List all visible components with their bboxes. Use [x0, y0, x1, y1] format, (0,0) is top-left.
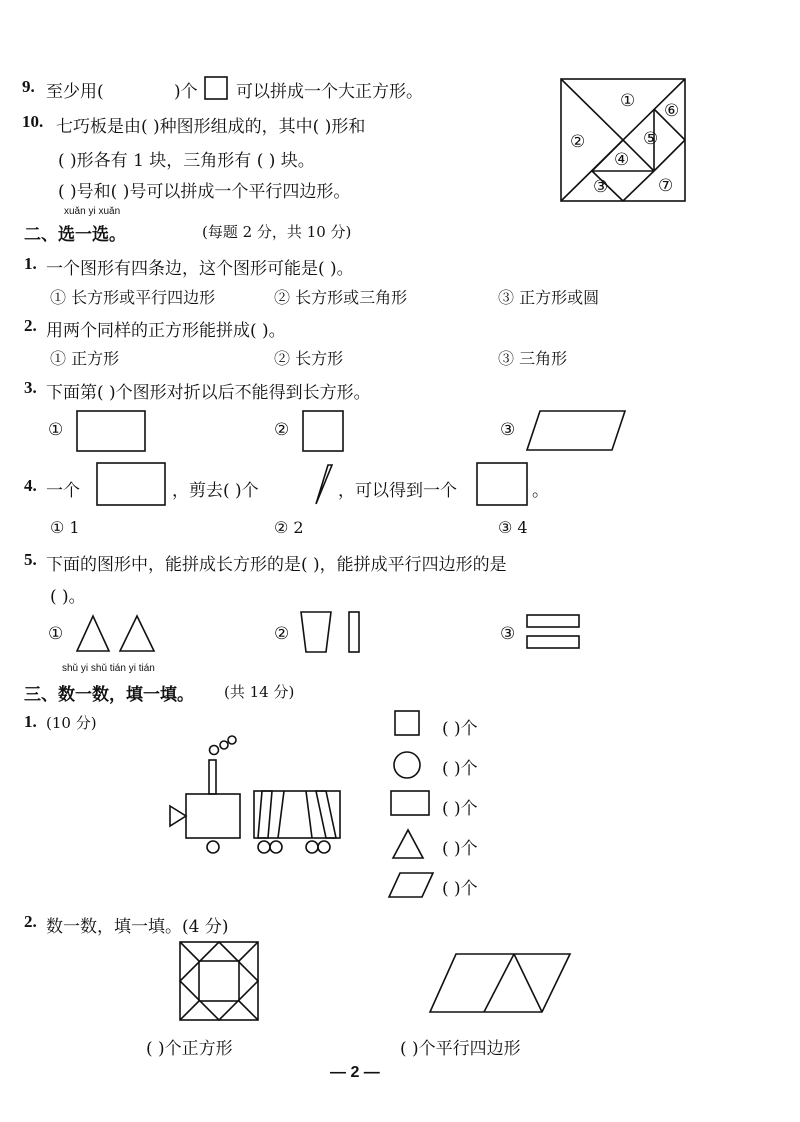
s2q2-option-2: ② 长方形: [274, 349, 344, 368]
train-figure: [166, 730, 346, 858]
two-triangles-shape: [76, 614, 158, 654]
tangram-label-1: ①: [620, 91, 636, 111]
s2q4-number: 4.: [24, 476, 37, 495]
q9-number: 9.: [22, 77, 35, 96]
q9-text-a: 至少用(: [46, 82, 104, 102]
section3-title: 三、数一数，填一填。: [24, 685, 194, 705]
s2q5-text: 下面的图形中，能拼成长方形的是( )，能拼成平行四边形的是: [46, 555, 507, 575]
tangram-label-5: ⑤: [643, 129, 659, 149]
s2q4-text-d: 。: [532, 481, 549, 501]
s2q1-option-2: ② 长方形或三角形: [274, 288, 408, 307]
section2-pinyin: xuǎn yi xuǎn: [64, 206, 121, 217]
s2q2-option-1: ① 正方形: [50, 349, 120, 368]
section3-pinyin: shǔ yi shǔ tián yi tián: [62, 663, 155, 674]
s3q1-count-parallelogram: ( )个: [442, 879, 478, 899]
tangram-figure: [560, 78, 688, 204]
page-number: — 2 —: [330, 1064, 380, 1081]
s2q3-marker-1: ①: [48, 420, 64, 440]
tangram-label-3: ③: [593, 177, 609, 197]
s3q1-count-square: ( )个: [442, 719, 478, 739]
s2q1-option-1: ① 长方形或平行四边形: [50, 288, 216, 307]
s2q3-marker-3: ③: [500, 420, 516, 440]
parallelograms-figure: [428, 952, 572, 1016]
s2q5-number: 5.: [24, 550, 37, 569]
s2q5-marker-2: ②: [274, 624, 290, 644]
s2q3-text: 下面第( )个图形对折以后不能得到长方形。: [46, 383, 371, 403]
s3q1-count-circle: ( )个: [442, 759, 478, 779]
tangram-label-2: ②: [570, 132, 586, 152]
triangle-piece-icon: [314, 464, 336, 506]
s3q2-answer-squares: ( )个正方形: [146, 1039, 233, 1059]
s3q2-number: 2.: [24, 912, 37, 931]
s2q4-option-3: ③ 4: [498, 518, 528, 537]
s2q1-number: 1.: [24, 254, 37, 273]
tangram-label-4: ④: [614, 150, 630, 170]
section2-title: 二、选一选。: [24, 225, 126, 245]
s2q2-option-3: ③ 三角形: [498, 349, 568, 368]
s2q3-number: 3.: [24, 378, 37, 397]
s3q1-count-rectangle: ( )个: [442, 799, 478, 819]
square-shape: [476, 462, 530, 508]
triangle-shape: [392, 828, 426, 860]
section2-note: (每题 2 分，共 10 分): [202, 223, 352, 241]
two-rectangles-shape: [526, 614, 582, 652]
s2q4-option-2: ② 2: [274, 518, 304, 537]
s2q4-text-a: 一个: [46, 481, 80, 501]
q10-number: 10.: [22, 112, 44, 131]
circle-shape: [392, 750, 424, 782]
q10-line3: ( )号和( )号可以拼成一个平行四边形。: [58, 182, 351, 202]
nested-squares-figure: [178, 940, 262, 1024]
square-shape: [394, 710, 422, 738]
s3q1-count-triangle: ( )个: [442, 839, 478, 859]
s2q5-line2: ( )。: [50, 587, 86, 607]
parallelogram-shape: [388, 872, 436, 900]
s2q4-option-1: ① 1: [50, 518, 80, 537]
q10-line1: 七巧板是由( )种图形组成的，其中( )形和: [56, 117, 366, 137]
s3q2-answer-parallelograms: ( )个平行四边形: [400, 1039, 521, 1059]
tangram-label-6: ⑥: [664, 101, 680, 121]
s3q1-score: (10 分): [46, 714, 97, 732]
rectangle-shape: [390, 790, 432, 818]
tangram-label-7: ⑦: [658, 176, 674, 196]
q9-text-b: )个: [174, 82, 198, 102]
trapezoid-and-strip-shape: [300, 610, 366, 656]
parallelogram-shape: [526, 410, 628, 452]
rectangle-shape: [96, 462, 168, 508]
s2q2-text: 用两个同样的正方形能拼成( )。: [46, 321, 286, 341]
s2q5-marker-1: ①: [48, 624, 64, 644]
s2q3-marker-2: ②: [274, 420, 290, 440]
q9-text-c: 可以拼成一个大正方形。: [236, 82, 423, 102]
s2q2-number: 2.: [24, 316, 37, 335]
s3q2-text: 数一数，填一填。(4 分): [46, 917, 229, 937]
small-square-icon: [204, 76, 228, 100]
s2q1-option-3: ③ 正方形或圆: [498, 288, 600, 307]
s2q4-text-c: ，可以得到一个: [338, 481, 457, 501]
square-shape: [302, 410, 346, 454]
s2q4-text-b: ，剪去( )个: [172, 481, 259, 501]
rectangle-shape: [76, 410, 148, 452]
s2q5-marker-3: ③: [500, 624, 516, 644]
q10-line2: ( )形各有 1 块，三角形有 ( ) 块。: [58, 151, 315, 171]
section3-note: (共 14 分): [224, 683, 295, 701]
s2q1-text: 一个图形有四条边，这个图形可能是( )。: [46, 259, 354, 279]
s3q1-number: 1.: [24, 712, 37, 731]
